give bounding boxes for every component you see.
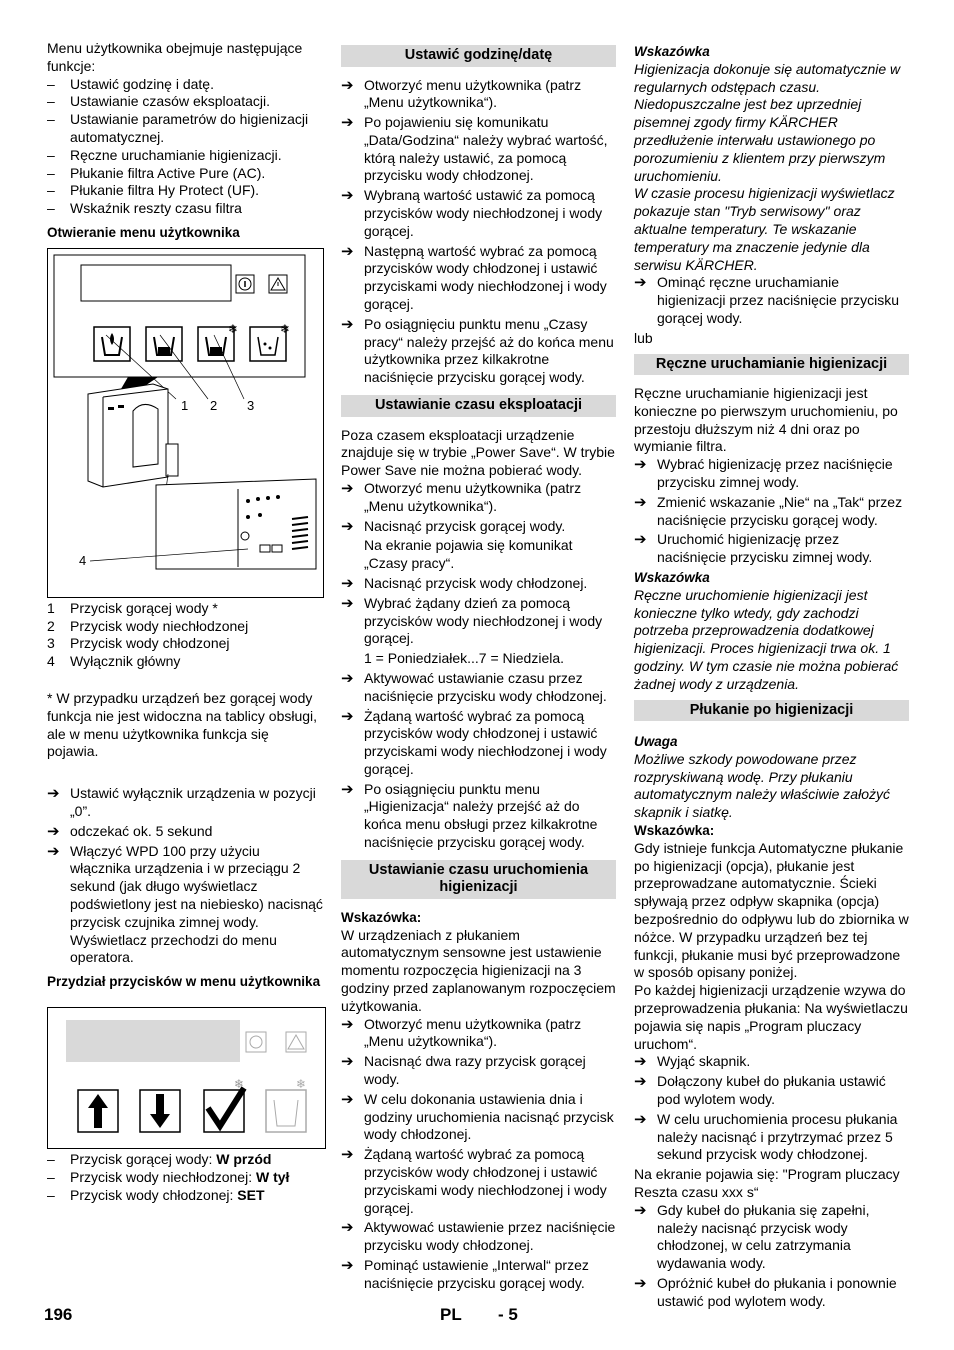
footnote: * W przypadku urządzeń bez gorącej wody funkcja nie jest widoczna na tablicy obsługi, ale w menu użytkownika funkcja się pojawia. [47,689,318,760]
skip-steps [634,274,909,327]
list-item: ➔ Żądaną wartość wybrać za pomocą przycisków wody chłodzonej i ustawić przyciskami wody niechłodzonej i wody gorącej. [341,707,607,777]
right-arrow-icon: ➔ [634,1073,647,1091]
note-text: Ręczne uruchomienie higienizacji jest konieczne tylko wtedy, gdy zachodzi potrzeba przeprowadzenia dodatkowej higienizacji. Proces higienizacji trwa ok. 1 godziny. W tym czasie nie można pobierać żadnej wody z urządzenia. [634,586,899,692]
right-arrow-icon: ➔ [341,574,354,592]
note-text: W czasie procesu higienizacji wyświetlacz pokazuje stan "Tryb serwisowy" oraz aktualne temperatury. Te wskazanie temperatury ma znaczenie jedynie dla serwisu KÄRCHER. [634,185,895,273]
list-item: – Przycisk gorącej wody: W przód [47,1151,324,1169]
display-screen [81,265,231,301]
section-title: Płukanie po higienizacji [634,700,909,722]
list-item: ➔ Pominąć ustawienie „Interwal“ przez naciśnięcie przycisku gorącej wody. [341,1257,589,1291]
section-title: Ustawianie czasu eksploatacji [341,395,616,417]
list-item: ➔ Opróżnić kubeł do płukania i ponownie ustawić pod wylotem wody. [634,1275,897,1309]
right-arrow-icon: ➔ [341,114,354,132]
list-item: 1 Przycisk gorącej wody * [47,599,218,616]
right-arrow-icon: ➔ [341,669,354,687]
note-text: Higienizacja dokonuje się automatycznie w regularnych odstępach czasu. Niedopuszczalne jest bez uprzedniej pisemnej zgody firmy KÄRCHER przedłużenie interwału ustawionego po porozumieniu z klientem przy pierwszym uruchomieniu. [634,60,901,184]
callout-3: 3 [247,397,255,413]
list-note: 1 = Poniedziałek...7 = Niedziela. [364,650,565,667]
list-item: ➔ W celu dokonania ustawienia dnia i godziny uruchomienia nacisnąć przycisk wody chłodzonej. [341,1090,614,1143]
list-item: ➔ odczekać ok. 5 sekund [47,822,213,840]
assign-heading: Przydział przycisków w menu użytkownika [47,974,321,990]
list-item: ➔ Wybraną wartość ustawić za pomocą przycisków wody niechłodzonej i wody gorącej. [341,187,603,239]
note-title: Wskazówka [634,44,710,59]
list-item: ➔ Po osiągnięciu punktu menu „Higienizacja“ należy przejść aż do końca menu obsługi przez kilkakrotne naciśnięcie przycisku gorącej wody. [341,780,598,851]
right-arrow-icon: ➔ [341,594,354,612]
list-item: – Przycisk wody chłodzonej: SET [47,1187,324,1205]
hygiene-start-steps [341,1016,616,1293]
callout-1: 1 [181,397,189,413]
list-item: – Ustawić godzinę i datę. [47,76,324,94]
device-figure [47,248,324,598]
list-item: ➔ Po osiągnięciu punktu menu „Czasy pracy“ należy przejść aż do końca menu użytkownika przez kilkakrotne naciśnięcie przycisku gorącej wody. [341,315,614,386]
list-item: ➔ Włączyć WPD 100 przy użyciu włącznika urządzenia i w przeciągu 2 sekund (jak długo wyświetlacz podświetlony jest na niebiesko) nacisnąć przycisk czujnika zimnej wody. Wyświetlacz przechodzi do menu operatora. [47,842,323,966]
right-arrow-icon: ➔ [634,1275,647,1292]
right-arrow-icon: ➔ [634,1110,647,1128]
list-item: ➔ Uruchomić higienizację przez naciśnięcie przycisku zimnej wody. [634,531,873,566]
intro-text: Menu użytkownika obejmuje następujące funkcje: [47,40,303,74]
function-list [47,76,324,218]
right-arrow-icon: ➔ [341,1146,354,1164]
right-arrow-icon: ➔ [634,456,647,474]
sparkling-water-button-icon [266,1077,306,1132]
list-item: ➔ Otworzyć menu użytkownika (patrz „Menu użytkownika“). [341,479,582,514]
svg-text:❄: ❄ [296,1076,307,1091]
svg-text:❄: ❄ [228,321,239,336]
right-arrow-icon: ➔ [341,1090,354,1108]
list-item: ➔ Gdy kubeł do płukania się zapełni, należy nacisnąć przycisk wody chłodzonej, w celu zatrzymania wydawania wody. [634,1201,870,1272]
list-item: ➔ Aktywować ustawienie przez naciśnięcie przycisku wody chłodzonej. [341,1219,616,1254]
svg-text:❄: ❄ [234,1076,245,1091]
legend-list [47,600,324,671]
up-arrow-button-icon [78,1090,118,1132]
user-menu-illustration [48,1008,325,1148]
language-code: PL [440,1305,462,1324]
list-item: – Przycisk wody niechłodzonej: W tył [47,1169,324,1187]
list-item: – Ustawianie parametrów do higienizacji automatycznej. [47,111,324,147]
paragraph: Po każdej higienizacji urządzenie wzywa do przeprowadzenia płukania: Na wyświetlaczu pojawia się napis „Program pluczacy uruchom“. [634,982,908,1052]
or-text: lub [634,329,653,346]
list-item: ➔ Wybrać żądany dzień za pomocą przycisków wody niechłodzonej i wody gorącej. [341,594,603,647]
manual-hygiene-steps [634,456,909,567]
paragraph: Poza czasem eksploatacji urządzenie znajduje się w trybie „Power Save“. W trybie Power Save nie można pobierać wody. [341,426,615,479]
list-item: ➔ W celu uruchomienia procesu płukania należy nacisnąć i przytrzymać przez 5 sekund przycisk wody chłodzonej. [634,1110,898,1163]
section-title: Ręczne uruchamianie higienizacji [634,354,909,376]
callout-4: 4 [79,552,87,568]
time-date-steps [341,77,616,388]
paragraph: W urządzeniach z płukaniem automatycznym sensowne jest ustawienie momentu rozpoczęcia higienizacji na 3 godziny przed zaplanowanym rozpoczęciem użytkowania. [341,926,616,1014]
column-right [634,43,909,1313]
checkmark-button-icon [204,1077,244,1132]
right-arrow-icon: ➔ [634,493,647,511]
assignment-list [47,1151,324,1204]
section-title: Ustawianie czasu uruchomienia higienizacji [341,860,616,899]
right-arrow-icon: ➔ [341,517,354,535]
right-arrow-icon: ➔ [341,315,354,333]
user-menu-figure [47,1007,326,1149]
list-item: 2 Przycisk wody niechłodzonej [47,617,249,634]
list-item: ➔ Nacisnąć dwa razy przycisk gorącej wody. [341,1053,586,1088]
list-item: ➔ Nacisnąć przycisk gorącej wody. [341,517,566,535]
rinse-steps-continued [634,1202,909,1311]
list-item: ➔ Żądaną wartość wybrać za pomocą przycisków wody chłodzonej i ustawić przyciskami wody niechłodzonej i wody gorącej. [341,1146,607,1216]
svg-text:❄: ❄ [280,321,291,336]
display-screen [66,1020,240,1062]
section-title: Ustawić godzinę/datę [341,45,616,67]
paragraph: Gdy istnieje funkcja Automatyczne płukanie po higienizacji (opcja), płukanie jest przeprowadzane automatycznie. Ścieki spływają przez odpływ skapnika (opcja) bezpośrednio do odpływu lub do zbiornika w nóżce. W przypadku urządzeń bez tej funkcji, płukanie musi być przeprowadzone w sposób opisany poniżej. [634,839,909,981]
list-item: – Ustawianie czasów eksploatacji. [47,93,324,111]
callout-2: 2 [210,397,218,413]
list-item: ➔ Ominąć ręczne uruchamianie higienizacji przez naciśnięcie przycisku gorącej wody. [634,274,899,326]
caution-text: Możliwe szkody powodowane przez rozpryskiwaną wodę. Przy płukaniu automatycznym należy właściwie założyć skapnik i siatkę. [634,750,890,821]
right-arrow-icon: ➔ [634,1201,647,1219]
list-item: ➔ Po pojawieniu się komunikatu „Data/Godzina“ należy wybrać wartość, którą należy ustawić, za pomocą przycisku wody chłodzonej. [341,114,608,184]
operating-time-steps [341,480,616,852]
page-number: 196 [44,1305,73,1324]
right-arrow-icon: ➔ [341,1015,354,1033]
list-item: ➔ Otworzyć menu użytkownika (patrz „Menu użytkownika“). [341,76,582,111]
list-item: 4 Wyłącznik główny [47,653,181,670]
open-menu-steps [47,785,324,967]
right-arrow-icon: ➔ [341,479,354,497]
paragraph: Ręczne uruchamianie higienizacji jest konieczne po pierwszym uruchomieniu, po przestoju dłuższym niż 4 dni oraz po wymianie filtra. [634,385,898,455]
open-menu-heading: Otwieranie menu użytkownika [47,224,240,240]
rinse-steps [634,1053,909,1164]
right-arrow-icon: ➔ [341,707,354,725]
column-middle [341,45,616,1295]
list-item: ➔ Dołączony kubeł do płukania ustawić pod wylotem wody. [634,1073,886,1108]
device-illustration [48,249,323,597]
list-item: ➔ Następną wartość wybrać za pomocą przycisków wody chłodzonej i ustawić przyciskami wody niechłodzonej i wody gorącej. [341,242,607,313]
list-item: – Płukanie filtra Hy Protect (UF). [47,182,324,200]
paragraph: Na ekranie pojawia się: "Program pluczacy Reszta czasu xxx s“ [634,1166,900,1201]
warning-icon [286,1032,306,1052]
down-arrow-button-icon [140,1090,180,1132]
list-item: ➔ Wyjąć skapnik. [634,1053,751,1071]
right-arrow-icon: ➔ [634,1053,647,1071]
caution-title: Uwaga [634,734,678,750]
list-item: ➔ Zmienić wskazanie „Nie“ na „Tak“ przez naciśnięcie przycisku gorącej wody. [634,493,903,528]
right-arrow-icon: ➔ [634,274,647,292]
list-item: – Wskaźnik reszty czasu filtra [47,200,324,218]
list-note: Na ekranie pojawia się komunikat „Czasy pracy“. [364,537,573,572]
note-label: Wskazówka: [341,909,422,925]
list-item: – Ręczne uruchamianie higienizacji. [47,147,324,165]
right-arrow-icon: ➔ [341,780,354,798]
list-item: 3 Przycisk wody chłodzonej [47,635,230,652]
info-icon [246,1032,266,1052]
list-item: ➔ Nacisnąć przycisk wody chłodzonej. [341,574,588,592]
note-title: Wskazówka [634,570,710,586]
list-item: ➔ Ustawić wyłącznik urządzenia w pozycji „0”. [47,785,316,819]
right-arrow-icon: ➔ [47,822,60,840]
list-item: – Płukanie filtra Active Pure (AC). [47,165,324,183]
right-arrow-icon: ➔ [341,76,354,94]
list-item: ➔ Wybrać higienizację przez naciśnięcie przycisku zimnej wody. [634,456,893,491]
right-arrow-icon: ➔ [341,242,354,260]
list-item: ➔ Aktywować ustawianie czasu przez naciśnięcie przycisku wody chłodzonej. [341,669,607,704]
right-arrow-icon: ➔ [47,842,60,860]
right-arrow-icon: ➔ [341,1219,354,1237]
section-number: - 5 [498,1305,518,1324]
right-arrow-icon: ➔ [341,187,354,205]
right-arrow-icon: ➔ [341,1053,354,1071]
right-arrow-icon: ➔ [341,1257,354,1275]
column-left [47,40,324,1204]
right-arrow-icon: ➔ [634,531,647,549]
right-arrow-icon: ➔ [47,785,60,803]
list-item: ➔ Otworzyć menu użytkownika (patrz „Menu użytkownika“). [341,1015,582,1050]
hint-label: Wskazówka: [634,823,715,839]
